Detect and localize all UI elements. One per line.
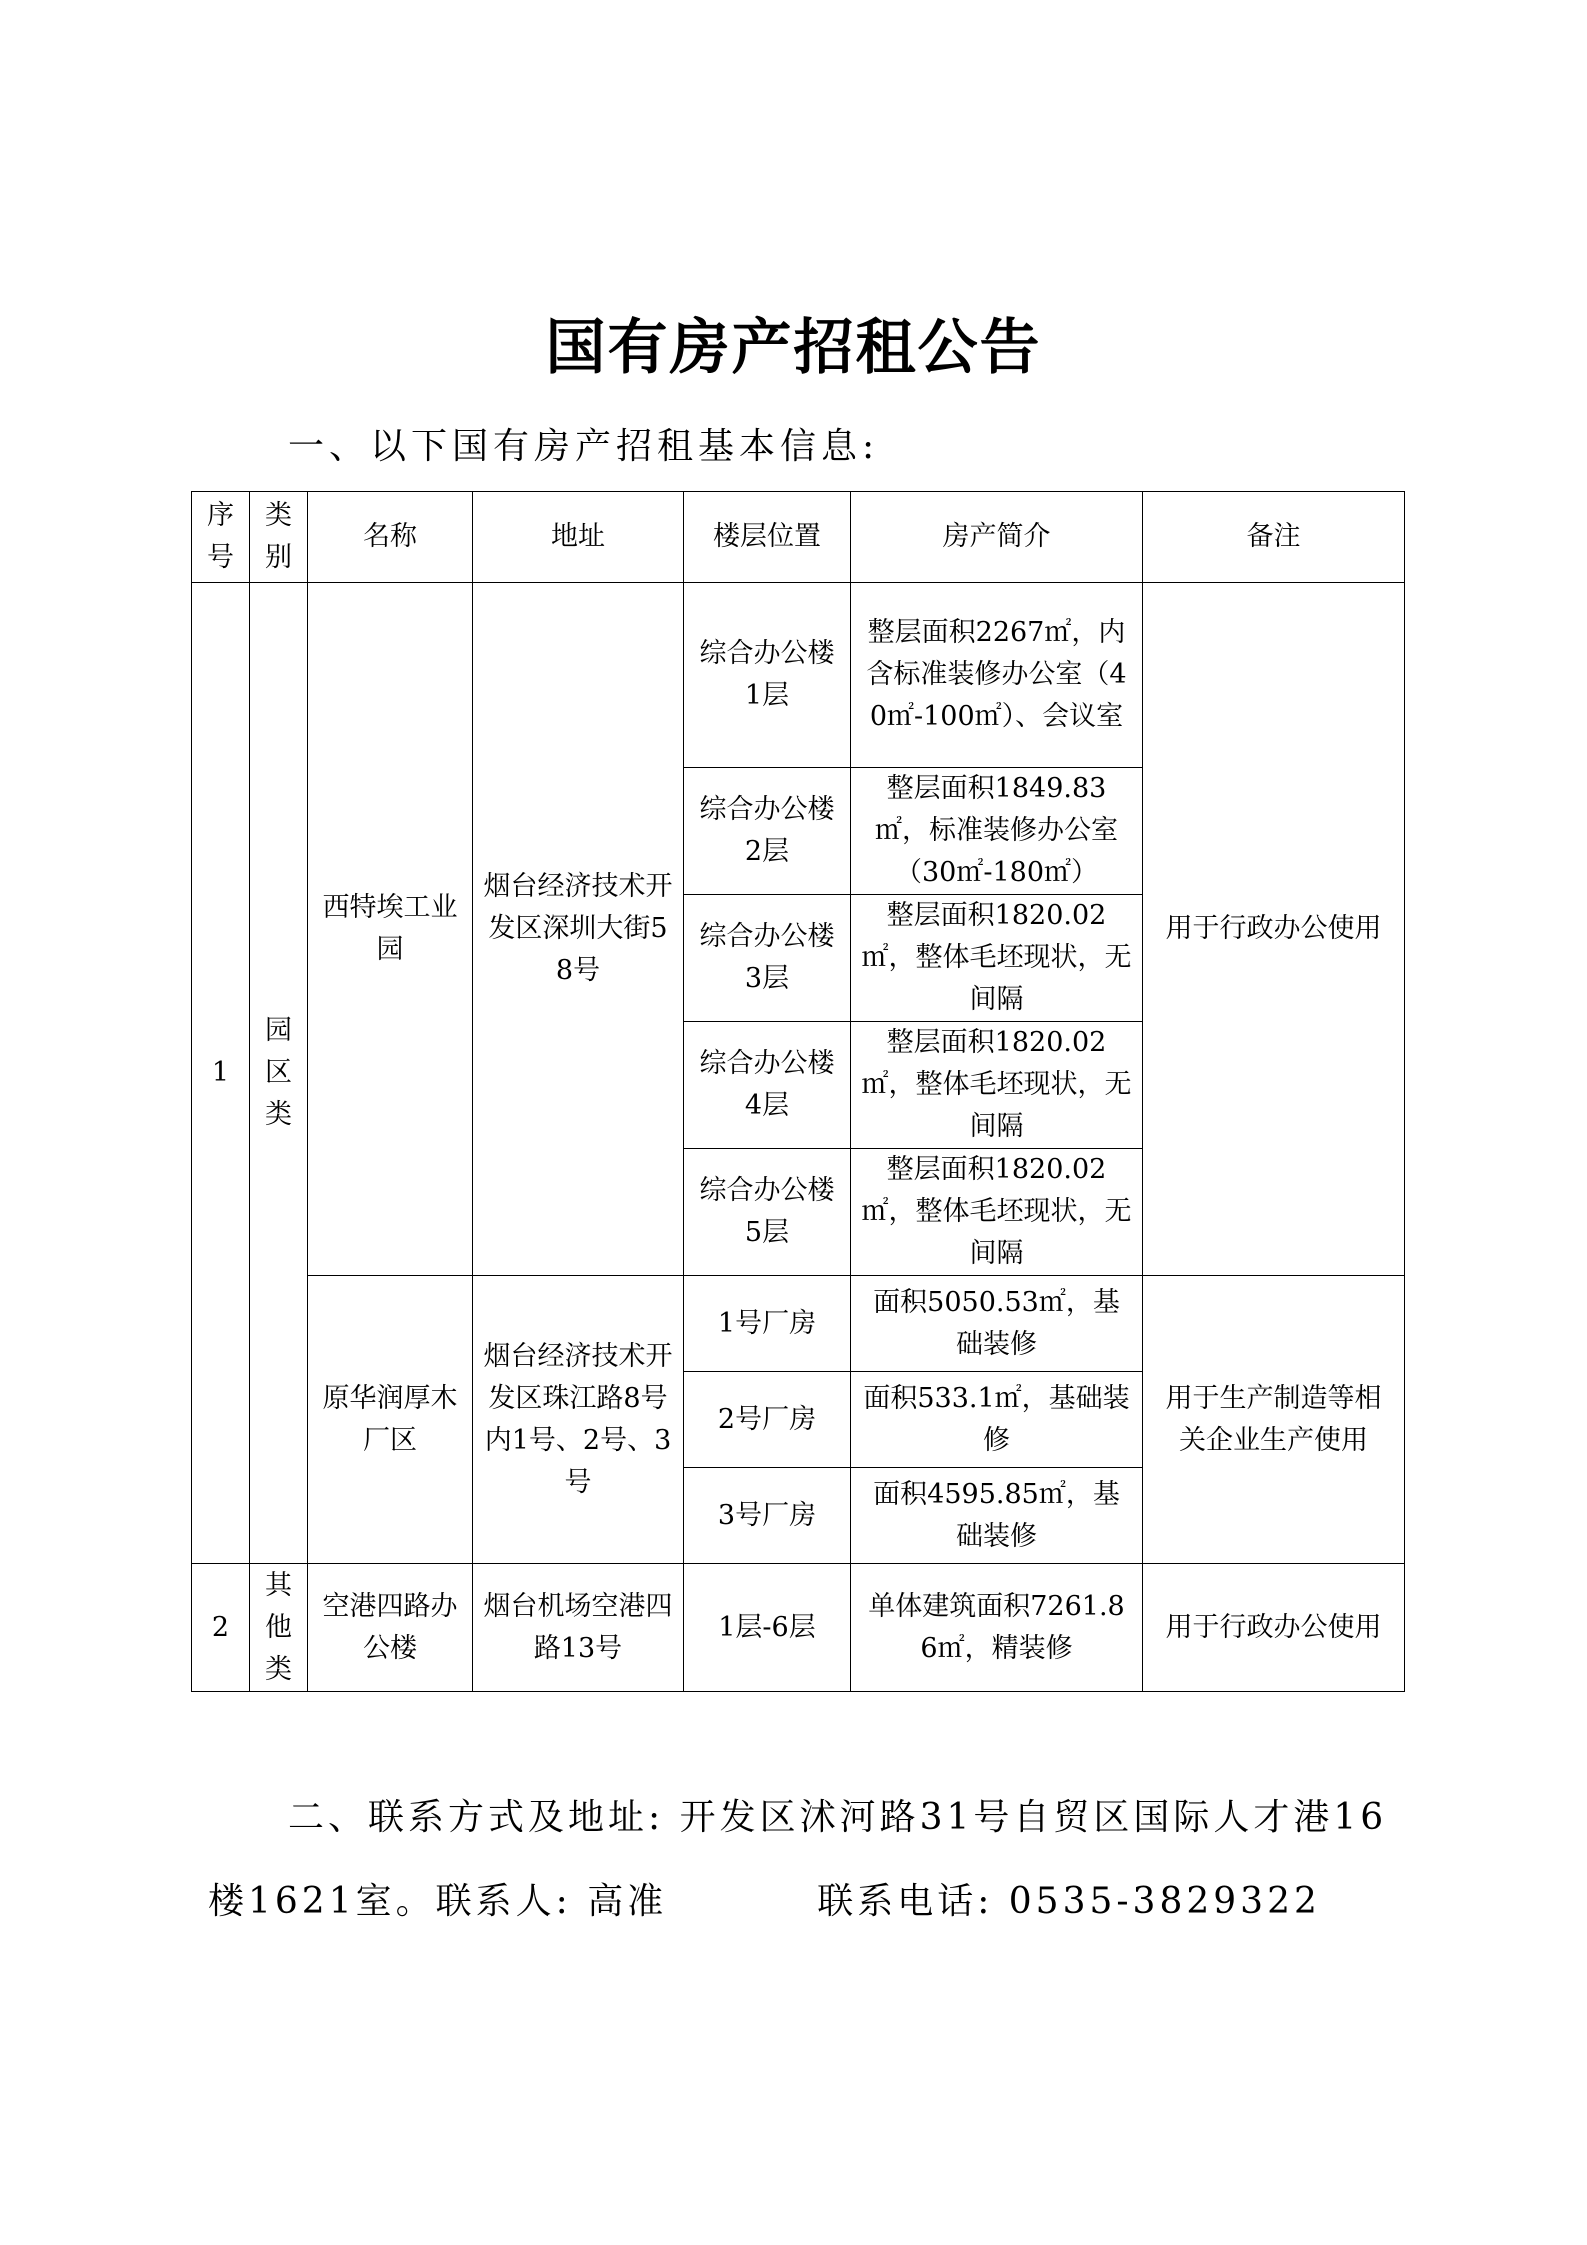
intro-cell: 整层面积1820.02㎡，整体毛坯现状，无间隔	[851, 1022, 1143, 1149]
header-category: 类别	[250, 492, 308, 583]
floor-cell: 综合办公楼5层	[684, 1149, 851, 1276]
table-row	[192, 1276, 1405, 1372]
intro-cell: 整层面积1849.83㎡，标准装修办公室（30㎡-180㎡）	[851, 768, 1143, 895]
intro-cell: 单体建筑面积7261.86㎡，精装修	[851, 1564, 1143, 1692]
row-seq: 1	[192, 583, 250, 1564]
property-name: 空港四路办公楼	[308, 1564, 473, 1692]
floor-cell: 1层-6层	[684, 1564, 851, 1692]
header-seq: 序号	[192, 492, 250, 583]
row-category: 园区类	[250, 583, 308, 1564]
floor-cell: 2号厂房	[684, 1372, 851, 1468]
remark-cell: 用于生产制造等相关企业生产使用	[1143, 1276, 1405, 1564]
floor-cell: 1号厂房	[684, 1276, 851, 1372]
table-row	[192, 1564, 1405, 1692]
contact-phone: 联系电话: 0535-3829322	[817, 1881, 1321, 1922]
remark-cell: 用于行政办公使用	[1143, 583, 1405, 1276]
row-category: 其他类	[250, 1564, 308, 1692]
header-address: 地址	[473, 492, 684, 583]
section-heading: 一、以下国有房产招租基本信息:	[288, 426, 880, 467]
table-header-row	[192, 492, 1405, 583]
intro-cell: 面积533.1㎡，基础装修	[851, 1372, 1143, 1468]
header-floor: 楼层位置	[684, 492, 851, 583]
property-name: 原华润厚木厂区	[308, 1276, 473, 1564]
contact-person: 楼1621室。联系人: 高准	[208, 1881, 668, 1922]
property-address: 烟台经济技术开发区深圳大街58号	[473, 583, 684, 1276]
intro-cell: 面积5050.53㎡，基础装修	[851, 1276, 1143, 1372]
header-name: 名称	[308, 492, 473, 583]
remark-cell: 用于行政办公使用	[1143, 1564, 1405, 1692]
page-title: 国有房产招租公告	[545, 313, 1042, 383]
property-name: 西特埃工业园	[308, 583, 473, 1276]
floor-cell: 综合办公楼1层	[684, 583, 851, 768]
intro-cell: 整层面积1820.02㎡，整体毛坯现状，无间隔	[851, 1149, 1143, 1276]
intro-cell: 面积4595.85㎡，基础装修	[851, 1468, 1143, 1564]
floor-cell: 3号厂房	[684, 1468, 851, 1564]
floor-cell: 综合办公楼2层	[684, 768, 851, 895]
property-table	[191, 491, 1405, 1692]
contact-section	[208, 1776, 1398, 1944]
floor-cell: 综合办公楼4层	[684, 1022, 851, 1149]
intro-cell: 整层面积2267㎡，内含标准装修办公室（40㎡-100㎡）、会议室	[851, 583, 1143, 768]
floor-cell: 综合办公楼3层	[684, 895, 851, 1022]
header-intro: 房产简介	[851, 492, 1143, 583]
table-row	[192, 583, 1405, 768]
contact-address: 二、联系方式及地址: 开发区沭河路31号自贸区国际人才港16	[288, 1797, 1388, 1838]
row-seq: 2	[192, 1564, 250, 1692]
property-address: 烟台经济技术开发区珠江路8号内1号、2号、3号	[473, 1276, 684, 1564]
property-address: 烟台机场空港四路13号	[473, 1564, 684, 1692]
header-remark: 备注	[1143, 492, 1405, 583]
intro-cell: 整层面积1820.02㎡，整体毛坯现状，无间隔	[851, 895, 1143, 1022]
